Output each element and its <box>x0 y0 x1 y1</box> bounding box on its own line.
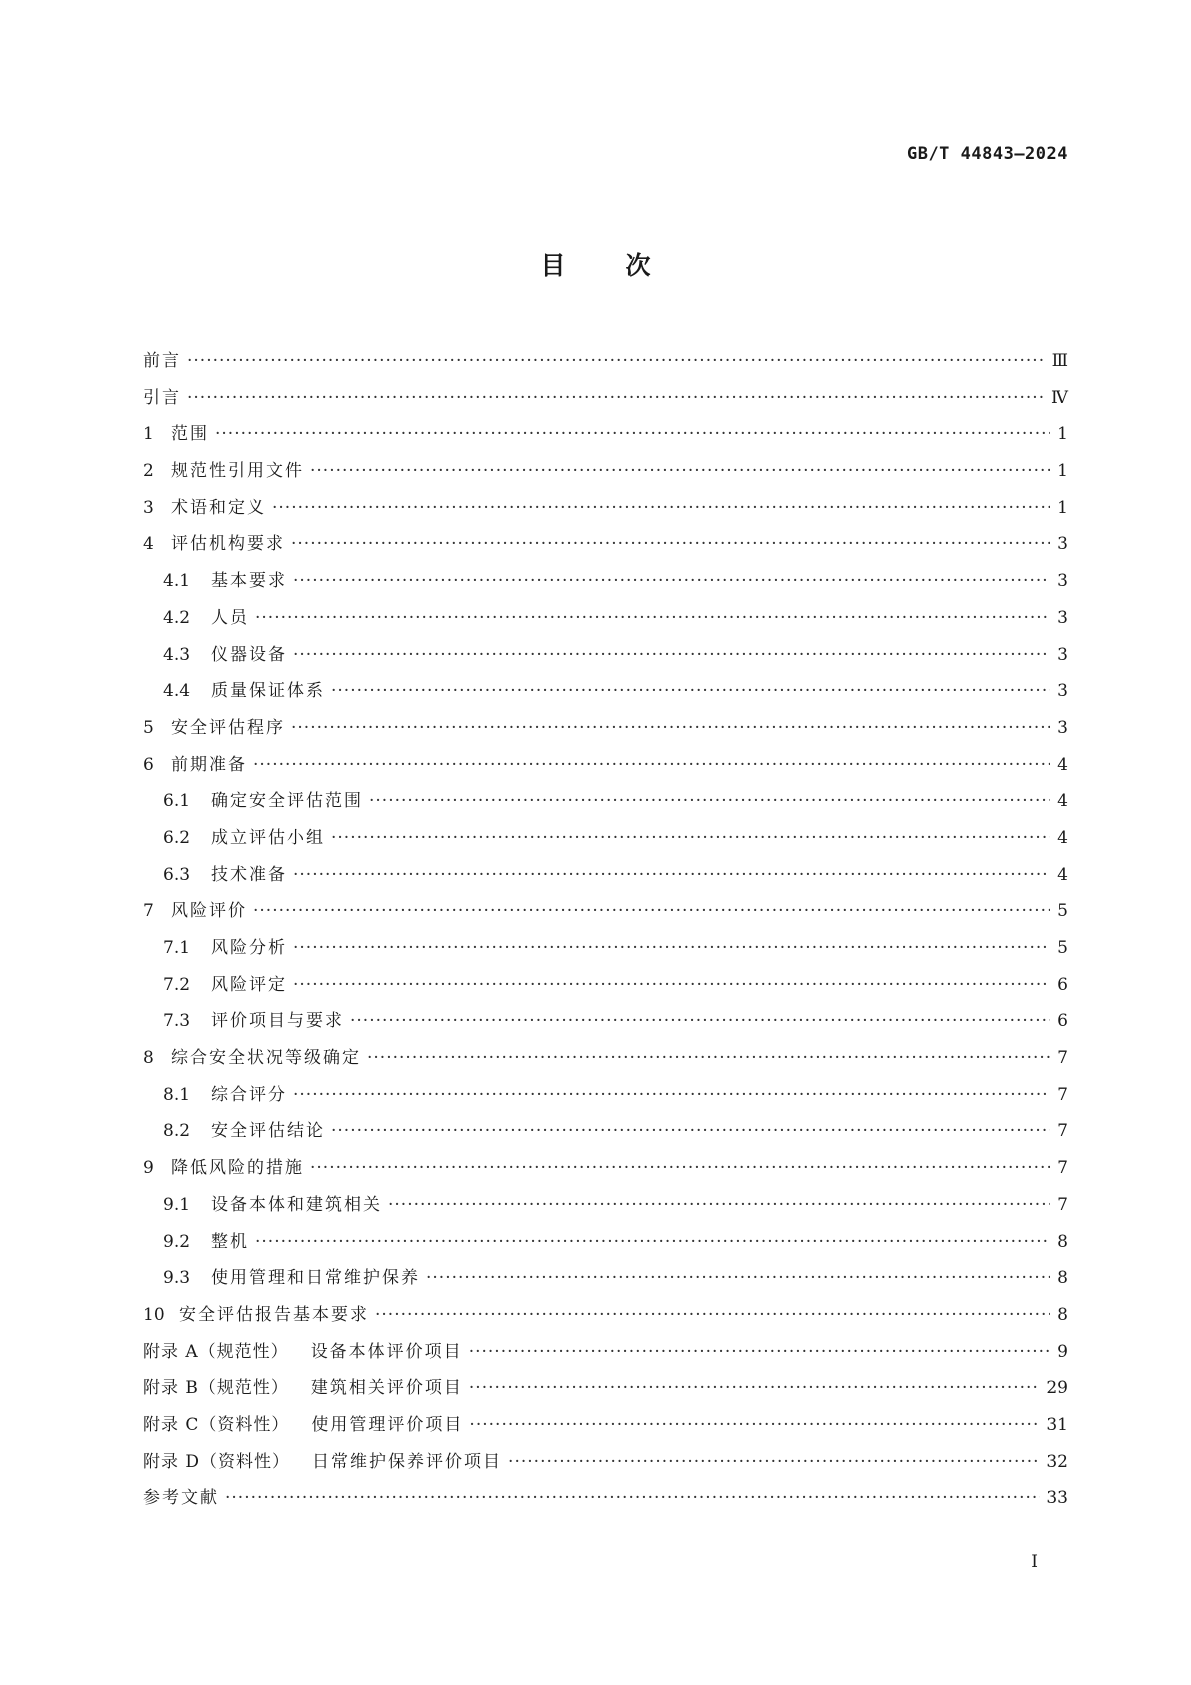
toc-entry-page: 7 <box>1057 1084 1068 1105</box>
toc-entry-title: 安全评估结论 <box>211 1121 325 1142</box>
toc-entry-page: 31 <box>1046 1414 1068 1435</box>
toc-entry-title: 整机 <box>211 1231 249 1252</box>
toc-entry-title: 前言 <box>143 351 181 371</box>
toc-entry-label <box>143 967 287 1004</box>
toc-entry-label <box>143 1334 463 1371</box>
toc-entry-page: 8 <box>1057 1231 1068 1252</box>
toc-entry-page: 3 <box>1057 534 1068 555</box>
toc-entry-page: 7 <box>1057 1048 1068 1069</box>
toc-entry-label <box>143 1260 420 1297</box>
toc-entry[interactable] <box>143 453 1068 490</box>
toc-entry[interactable] <box>143 1003 1068 1040</box>
toc-entry-number: 4.4 <box>163 681 191 702</box>
toc-entry-label <box>143 673 325 710</box>
toc-leader-dots <box>225 1480 1040 1517</box>
toc-entry-label <box>143 1003 344 1040</box>
toc-leader-dots <box>253 893 1050 930</box>
toc-entry-page: 7 <box>1057 1194 1068 1215</box>
toc-entry-number: 附录 C（资料性） <box>143 1414 290 1435</box>
toc-entry-page: 9 <box>1057 1341 1068 1362</box>
toc-leader-dots <box>255 1224 1050 1261</box>
toc-entry[interactable] <box>143 1187 1068 1224</box>
toc-entry-page: 5 <box>1057 901 1068 922</box>
toc-entry-title: 仪器设备 <box>211 644 287 665</box>
toc-leader-dots <box>310 1150 1050 1187</box>
toc-entry-number: 2 <box>143 461 154 482</box>
toc-leader-dots <box>293 967 1050 1004</box>
toc-entry-label <box>143 380 181 417</box>
toc-entry-page: 7 <box>1057 1121 1068 1142</box>
toc-entry-title: 评价项目与要求 <box>211 1011 344 1032</box>
toc-leader-dots <box>367 1040 1050 1077</box>
toc-entry-label <box>143 490 266 527</box>
toc-entry-number: 6 <box>143 754 154 775</box>
toc-entry-label <box>143 563 287 600</box>
toc-entry[interactable] <box>143 673 1068 710</box>
toc-entry[interactable] <box>143 637 1068 674</box>
toc-entry-title: 风险评定 <box>211 974 287 995</box>
toc-leader-dots <box>508 1444 1040 1481</box>
toc-entry-number: 9.1 <box>163 1194 191 1215</box>
toc-entry[interactable] <box>143 526 1068 563</box>
toc-entry-number: 附录 D（资料性） <box>143 1451 291 1472</box>
toc-leader-dots <box>310 453 1050 490</box>
toc-entry-number: 9 <box>143 1158 154 1179</box>
toc-leader-dots <box>331 1113 1050 1150</box>
toc-entry-title: 设备本体和建筑相关 <box>211 1194 382 1215</box>
toc-entry[interactable] <box>143 1297 1068 1334</box>
toc-leader-dots <box>187 380 1045 417</box>
toc-entry-label <box>143 1370 463 1407</box>
toc-entry-number: 9.2 <box>163 1231 191 1252</box>
toc-entry-title: 安全评估报告基本要求 <box>179 1304 369 1325</box>
toc-leader-dots <box>293 930 1050 967</box>
toc-entry-label <box>143 1077 287 1114</box>
toc-entry-number: 7.2 <box>163 974 191 995</box>
toc-entry[interactable] <box>143 1150 1068 1187</box>
toc-entry-label <box>143 710 285 747</box>
toc-entry[interactable] <box>143 600 1068 637</box>
toc-entry-title: 风险评价 <box>171 901 247 922</box>
toc-entry-page: Ⅳ <box>1051 387 1068 408</box>
toc-entry-title: 引言 <box>143 387 181 408</box>
toc-entry-number: 7.3 <box>163 1011 191 1032</box>
toc-entry-title: 使用管理评价项目 <box>311 1414 464 1435</box>
toc-entry[interactable] <box>143 1480 1068 1517</box>
toc-leader-dots <box>253 747 1050 784</box>
toc-entry-page: 5 <box>1057 938 1068 958</box>
toc-leader-dots <box>350 1003 1050 1040</box>
toc-entry-page: 29 <box>1046 1378 1068 1399</box>
toc-entry-label <box>143 637 287 674</box>
toc-entry-page: 1 <box>1057 461 1068 482</box>
toc-entry[interactable] <box>143 1370 1068 1407</box>
toc-entry-label <box>143 1297 369 1334</box>
toc-entry-title: 参考文献 <box>143 1488 219 1509</box>
toc-entry-number: 8 <box>143 1048 154 1069</box>
toc-leader-dots <box>291 710 1050 747</box>
toc-entry-label <box>143 820 325 857</box>
toc-entry-page: 3 <box>1057 571 1068 592</box>
toc-entry-page: 3 <box>1057 717 1068 738</box>
toc-entry[interactable] <box>143 1334 1068 1371</box>
toc-entry-label <box>143 783 363 820</box>
toc-entry[interactable] <box>143 1077 1068 1114</box>
toc-entry-title: 技术准备 <box>211 864 287 885</box>
toc-leader-dots <box>375 1297 1050 1334</box>
toc-entry-page: 3 <box>1057 681 1068 702</box>
toc-entry-label <box>143 526 285 563</box>
toc-entry-page: 1 <box>1057 424 1068 445</box>
toc-entry[interactable] <box>143 343 1068 380</box>
toc-entry[interactable] <box>143 967 1068 1004</box>
toc-entry[interactable] <box>143 1113 1068 1150</box>
toc-entry-number: 4.2 <box>163 607 191 628</box>
toc-entry-title: 设备本体评价项目 <box>310 1341 463 1362</box>
toc-entry-label <box>143 1407 463 1444</box>
toc-entry-number: 9.3 <box>163 1268 191 1289</box>
toc-leader-dots <box>187 343 1046 380</box>
toc-entry-label <box>143 1444 502 1481</box>
toc-entry[interactable] <box>143 1224 1068 1261</box>
toc-entry-number: 7.1 <box>163 938 191 958</box>
toc-entry[interactable] <box>143 710 1068 747</box>
toc-entry-page: 4 <box>1057 827 1068 848</box>
toc-entry-page: 3 <box>1057 644 1068 665</box>
toc-entry-title: 建筑相关评价项目 <box>310 1378 463 1399</box>
toc-entry-number: 8.2 <box>163 1121 191 1142</box>
toc-entry-page: 4 <box>1057 754 1068 775</box>
toc-entry-number: 4.1 <box>163 571 191 592</box>
toc-entry-label <box>143 1187 382 1224</box>
toc-entry-title: 确定安全评估范围 <box>211 791 363 812</box>
toc-entry-title: 评估机构要求 <box>171 534 285 555</box>
toc-entry-label <box>143 416 209 453</box>
toc-leader-dots <box>331 820 1050 857</box>
toc-entry-page: 1 <box>1057 497 1068 518</box>
toc-entry-title: 降低风险的措施 <box>171 1158 304 1179</box>
toc-entry-number: 10 <box>143 1304 165 1325</box>
toc-entry-label <box>143 747 247 784</box>
toc-entry-title: 日常维护保养评价项目 <box>312 1451 503 1472</box>
toc-entry[interactable] <box>143 490 1068 527</box>
toc-entry-title: 综合评分 <box>211 1084 287 1105</box>
toc-entry[interactable] <box>143 1260 1068 1297</box>
toc-entry[interactable] <box>143 1040 1068 1077</box>
toc-entry-number: 附录 B（规范性） <box>143 1378 289 1399</box>
toc-entry-number: 4.3 <box>163 644 191 665</box>
toc-entry[interactable] <box>143 380 1068 417</box>
toc-entry-page: 3 <box>1057 607 1068 628</box>
toc-entry-page: 33 <box>1046 1488 1068 1509</box>
toc-entry-label <box>143 893 247 930</box>
toc-entry-title: 范围 <box>171 424 209 445</box>
toc-entry-page: 4 <box>1057 864 1068 885</box>
toc-entry-title: 前期准备 <box>171 754 247 775</box>
toc-entry-title: 使用管理和日常维护保养 <box>211 1268 420 1289</box>
toc-entry-page: Ⅲ <box>1051 351 1068 371</box>
table-of-contents <box>143 343 1068 1517</box>
toc-entry-page: 32 <box>1046 1451 1068 1472</box>
toc-entry[interactable] <box>143 857 1068 894</box>
toc-leader-dots <box>331 673 1050 710</box>
toc-leader-dots <box>293 563 1050 600</box>
toc-entry-title: 质量保证体系 <box>211 681 325 702</box>
toc-entry[interactable] <box>143 1407 1068 1444</box>
toc-leader-dots <box>369 783 1050 820</box>
toc-entry-title: 基本要求 <box>211 571 287 592</box>
toc-entry-title: 术语和定义 <box>171 497 266 518</box>
toc-entry-page: 4 <box>1057 791 1068 812</box>
toc-entry-page: 8 <box>1057 1304 1068 1325</box>
toc-entry-title: 安全评估程序 <box>171 717 285 738</box>
toc-entry-label <box>143 343 181 380</box>
toc-leader-dots <box>293 857 1050 894</box>
toc-leader-dots <box>291 526 1050 563</box>
toc-entry-label <box>143 1224 249 1261</box>
toc-entry-label <box>143 1040 361 1077</box>
toc-leader-dots <box>293 637 1050 674</box>
standard-code: GB/T 44843—2024 <box>906 144 1068 164</box>
toc-entry[interactable] <box>143 563 1068 600</box>
toc-entry-number: 4 <box>143 534 154 555</box>
toc-entry-number: 6.3 <box>163 864 191 885</box>
toc-entry-label <box>143 857 287 894</box>
toc-entry[interactable] <box>143 783 1068 820</box>
toc-entry-label <box>143 1480 219 1517</box>
toc-leader-dots <box>469 1407 1040 1444</box>
toc-leader-dots <box>272 490 1050 527</box>
toc-entry[interactable] <box>143 416 1068 453</box>
page-title: 目次 <box>540 251 711 280</box>
toc-entry-title: 成立评估小组 <box>211 827 325 848</box>
toc-entry[interactable] <box>143 820 1068 857</box>
toc-entry-page: 8 <box>1057 1268 1068 1289</box>
toc-entry-label <box>143 1150 304 1187</box>
toc-entry-number: 8.1 <box>163 1084 191 1105</box>
toc-entry[interactable] <box>143 893 1068 930</box>
toc-entry-label <box>143 930 287 967</box>
toc-entry[interactable] <box>143 930 1068 967</box>
toc-entry-number: 6.1 <box>163 791 191 812</box>
toc-entry-label <box>143 1113 325 1150</box>
toc-entry[interactable] <box>143 747 1068 784</box>
toc-entry-number: 1 <box>143 424 154 445</box>
toc-entry-number: 7 <box>143 901 154 922</box>
toc-entry-number: 附录 A（规范性） <box>143 1341 289 1362</box>
toc-leader-dots <box>255 600 1050 637</box>
toc-entry[interactable] <box>143 1444 1068 1481</box>
toc-entry-title: 综合安全状况等级确定 <box>171 1048 361 1069</box>
toc-entry-page: 6 <box>1057 1011 1068 1032</box>
toc-leader-dots <box>469 1370 1040 1407</box>
toc-entry-page: 6 <box>1057 974 1068 995</box>
toc-entry-title: 风险分析 <box>211 938 287 958</box>
toc-entry-number: 5 <box>143 717 154 738</box>
toc-entry-label <box>143 453 304 490</box>
toc-leader-dots <box>293 1077 1050 1114</box>
toc-entry-page: 7 <box>1057 1158 1068 1179</box>
toc-leader-dots <box>388 1187 1050 1224</box>
toc-entry-number: 6.2 <box>163 827 191 848</box>
toc-leader-dots <box>426 1260 1050 1297</box>
page-number: Ⅰ <box>1031 1552 1038 1572</box>
toc-entry-title: 人员 <box>211 607 249 628</box>
toc-leader-dots <box>215 416 1050 453</box>
toc-entry-number: 3 <box>143 497 154 518</box>
toc-entry-label <box>143 600 249 637</box>
toc-leader-dots <box>469 1334 1050 1371</box>
toc-entry-title: 规范性引用文件 <box>171 461 304 482</box>
